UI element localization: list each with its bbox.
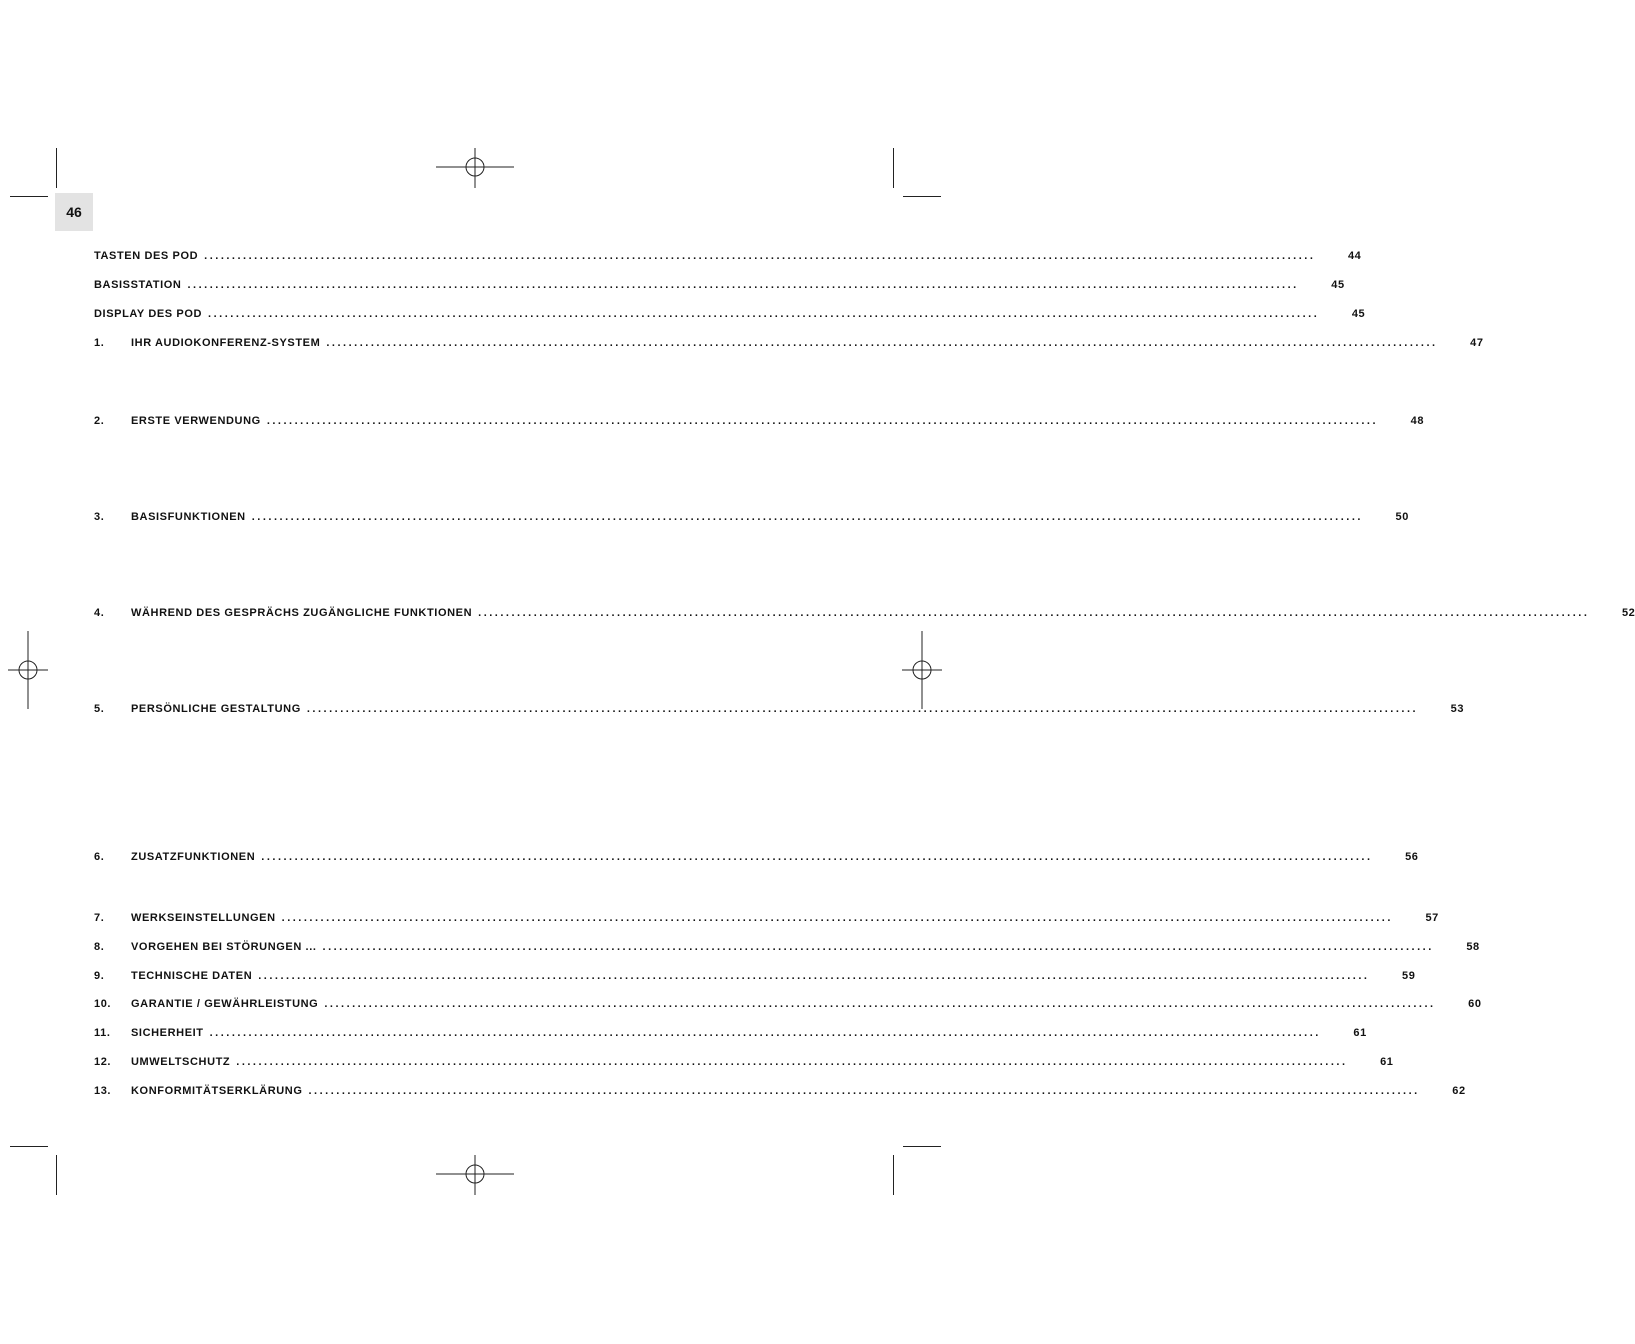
crop-mark (10, 1146, 48, 1147)
toc-title: PERSÖNLICHE GESTALTUNG (131, 703, 301, 715)
toc-entry[interactable] (94, 308, 1366, 324)
toc-entry[interactable] (94, 1085, 1466, 1101)
toc-page: 44 (1347, 250, 1362, 262)
crop-mark (10, 196, 48, 197)
toc-title: VORGEHEN BEI STÖRUNGEN ... (131, 941, 317, 953)
toc-leader-dots: ........................................................................................................................................................................................................ (306, 703, 1419, 715)
toc-entry[interactable] (94, 250, 1362, 266)
toc-page: 60 (1468, 998, 1482, 1010)
toc-entry[interactable] (94, 607, 1635, 623)
toc-number: 13. (94, 1085, 112, 1097)
crop-mark (893, 148, 894, 188)
toc-page: 45 (1331, 279, 1345, 291)
crop-mark (56, 1155, 57, 1195)
toc-title: GARANTIE / GEWÄHRLEISTUNG (131, 998, 319, 1010)
toc-page: 53 (1450, 703, 1465, 715)
toc-leader-dots: ........................................................................................................................................................................................................ (326, 337, 1438, 349)
toc-page: 57 (1425, 912, 1439, 924)
toc-entry[interactable] (94, 337, 1484, 353)
crop-mark (56, 148, 57, 188)
registration-mark-icon (902, 631, 942, 709)
toc-leader-dots: ........................................................................................................................................................................................................ (204, 250, 1316, 262)
toc-entry[interactable] (94, 998, 1482, 1014)
toc-entry[interactable] (94, 279, 1345, 295)
toc-page: 47 (1470, 337, 1484, 349)
toc-title: IHR AUDIOKONFERENZ-SYSTEM (131, 337, 321, 349)
toc-page: 58 (1466, 941, 1480, 953)
toc-entry[interactable] (94, 511, 1409, 527)
toc-title: SICHERHEIT (131, 1027, 204, 1039)
toc-entry[interactable] (94, 703, 1465, 719)
toc-title: ERSTE VERWENDUNG (131, 415, 261, 427)
toc-entry[interactable] (94, 1027, 1367, 1043)
toc-leader-dots: ........................................................................................................................................................................................................ (236, 1056, 1348, 1068)
toc-title: UMWELTSCHUTZ (131, 1056, 231, 1068)
toc-number: 5. (94, 703, 105, 715)
toc-leader-dots: ........................................................................................................................................................................................................ (478, 607, 1590, 619)
toc-title: TASTEN DES POD (94, 250, 199, 262)
toc-leader-dots: ........................................................................................................................................................................................................ (251, 511, 1363, 523)
toc-title: BASISFUNKTIONEN (131, 511, 246, 523)
toc-number: 10. (94, 998, 112, 1010)
toc-leader-dots: ........................................................................................................................................................................................................ (308, 1085, 1420, 1097)
toc-title: WÄHREND DES GESPRÄCHS ZUGÄNGLICHE FUNKTIONEN (131, 607, 473, 619)
toc-leader-dots: ........................................................................................................................................................................................................ (281, 912, 1393, 924)
toc-number: 6. (94, 851, 105, 863)
toc-page: 50 (1395, 511, 1409, 523)
toc-leader-dots: ........................................................................................................................................................................................................ (261, 851, 1373, 863)
toc-number: 9. (94, 970, 105, 982)
toc-entry[interactable] (94, 970, 1416, 986)
toc-page: 52 (1621, 607, 1635, 619)
toc-title: ZUSATZFUNKTIONEN (131, 851, 256, 863)
toc-page: 61 (1353, 1027, 1367, 1039)
toc-leader-dots: ........................................................................................................................................................................................................ (258, 970, 1370, 982)
toc-title: BASISSTATION (94, 279, 182, 291)
toc-title: KONFORMITÄTSERKLÄRUNG (131, 1085, 303, 1097)
crop-mark (893, 1155, 894, 1195)
toc-page: 45 (1351, 308, 1366, 320)
toc-title: WERKSEINSTELLUNGEN (131, 912, 276, 924)
toc-entry[interactable] (94, 912, 1439, 928)
toc-entry[interactable] (94, 1056, 1394, 1072)
toc-page: 61 (1380, 1056, 1394, 1068)
toc-leader-dots: ........................................................................................................................................................................................................ (187, 279, 1299, 291)
registration-mark-icon (436, 148, 514, 188)
toc-leader-dots: ........................................................................................................................................................................................................ (208, 308, 1320, 320)
toc-leader-dots: ........................................................................................................................................................................................................ (324, 998, 1436, 1010)
toc-number: 3. (94, 511, 105, 523)
toc-leader-dots: ........................................................................................................................................................................................................ (209, 1027, 1321, 1039)
registration-mark-icon (8, 631, 48, 709)
toc-number: 4. (94, 607, 105, 619)
toc-page: 48 (1410, 415, 1425, 427)
toc-leader-dots: ........................................................................................................................................................................................................ (322, 941, 1434, 953)
toc-number: 8. (94, 941, 105, 953)
toc-page: 56 (1405, 851, 1419, 863)
toc-title: TECHNISCHE DATEN (131, 970, 253, 982)
toc-leader-dots: ........................................................................................................................................................................................................ (266, 415, 1379, 427)
crop-mark (903, 196, 941, 197)
toc-entry[interactable] (94, 851, 1419, 867)
toc-number: 12. (94, 1056, 112, 1068)
toc-page: 62 (1452, 1085, 1466, 1097)
toc-number: 1. (94, 337, 105, 349)
toc-entry[interactable] (94, 415, 1425, 431)
registration-mark-icon (436, 1155, 514, 1195)
toc-number: 2. (94, 415, 105, 427)
toc-entry[interactable] (94, 941, 1480, 957)
crop-mark (903, 1146, 941, 1147)
page-number: 46 (55, 193, 93, 231)
toc-number: 7. (94, 912, 105, 924)
toc-page: 59 (1402, 970, 1416, 982)
toc-number: 11. (94, 1027, 111, 1039)
toc-title: DISPLAY DES POD (94, 308, 203, 320)
